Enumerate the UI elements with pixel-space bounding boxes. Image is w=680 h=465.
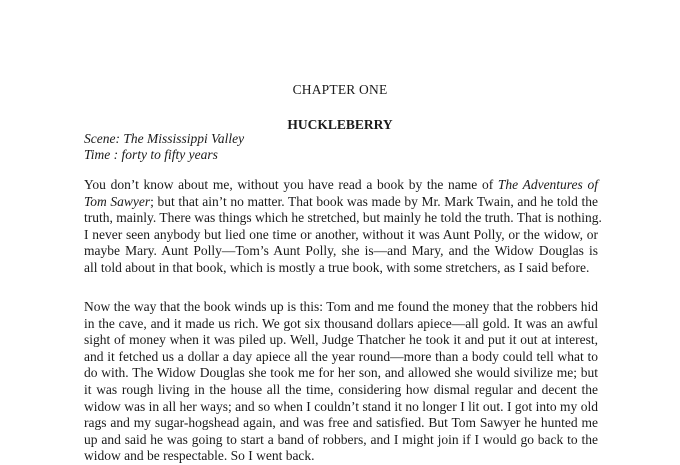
paragraph-1: [84, 177, 602, 277]
paragraph-line: and it fetched us a dollar a day apiece all the year round—more than a body could tell what to: [84, 348, 598, 364]
paragraph-line: [84, 194, 598, 211]
paragraph-line: do with. The Widow Douglas she took me for her son, and allowed she would sivilize me; but: [84, 365, 598, 381]
paragraph-line: I never seen anybody but lied one time or another, without it was Aunt Polly, or the widow, or: [84, 226, 598, 242]
paragraph-line: all told about in that book, which is mostly a true book, with some stretchers, as I said before.: [84, 259, 590, 275]
scene-block: [84, 131, 244, 164]
text-run: You don’t know about me, without you have read a book by the name of: [84, 177, 494, 192]
paragraph-line: truth, mainly. There was things which he stretched, but mainly he told the truth. That is nothing.: [84, 210, 602, 226]
text-run: ; but that ain’t no matter. That book was made by Mr. Mark Twain, and he told the: [150, 193, 598, 209]
paragraph-line: up and said he was going to start a band of robbers, and I might join if I would go back to the: [84, 431, 598, 447]
paragraph-line: it was rough living in the house all the time, considering how dismal regular and decent the: [84, 381, 598, 397]
chapter-heading: CHAPTER ONE: [292, 82, 388, 97]
paragraph-2: [84, 299, 598, 465]
paragraph-line: widow and be respectable. So I went back.: [84, 448, 315, 464]
paragraph-line: maybe Mary. Aunt Polly—Tom’s Aunt Polly, she is—and Mary, and the Widow Douglas is: [84, 243, 598, 259]
paragraph-line: [84, 177, 598, 194]
scene-line: Scene: The Mississippi Valley: [84, 131, 245, 146]
book-title-italic: The Adventures of: [497, 177, 598, 192]
paragraph-line: in the cave, and it made us rich. We got six thousand dollars apiece—all gold. It was an awful: [84, 315, 598, 331]
paragraph-line: sight of money when it was piled up. Well, Judge Thatcher he took it and put it out at interest,: [84, 332, 598, 348]
paragraph-line: rags and my sugar-hogshead again, and was free and satisfied. But Tom Sawyer he hunted me: [84, 415, 598, 431]
chapter-title: HUCKLEBERRY: [287, 117, 393, 132]
paragraph-line: widow was in all her ways; and so when I couldn’t stand it no longer I lit out. I got into my old: [84, 398, 598, 414]
book-title-italic: Tom Sawyer: [84, 193, 151, 209]
paragraph-line: Now the way that the book winds up is this: Tom and me found the money that the robbers hid: [84, 299, 598, 314]
time-line: Time : forty to fifty years: [84, 147, 218, 163]
